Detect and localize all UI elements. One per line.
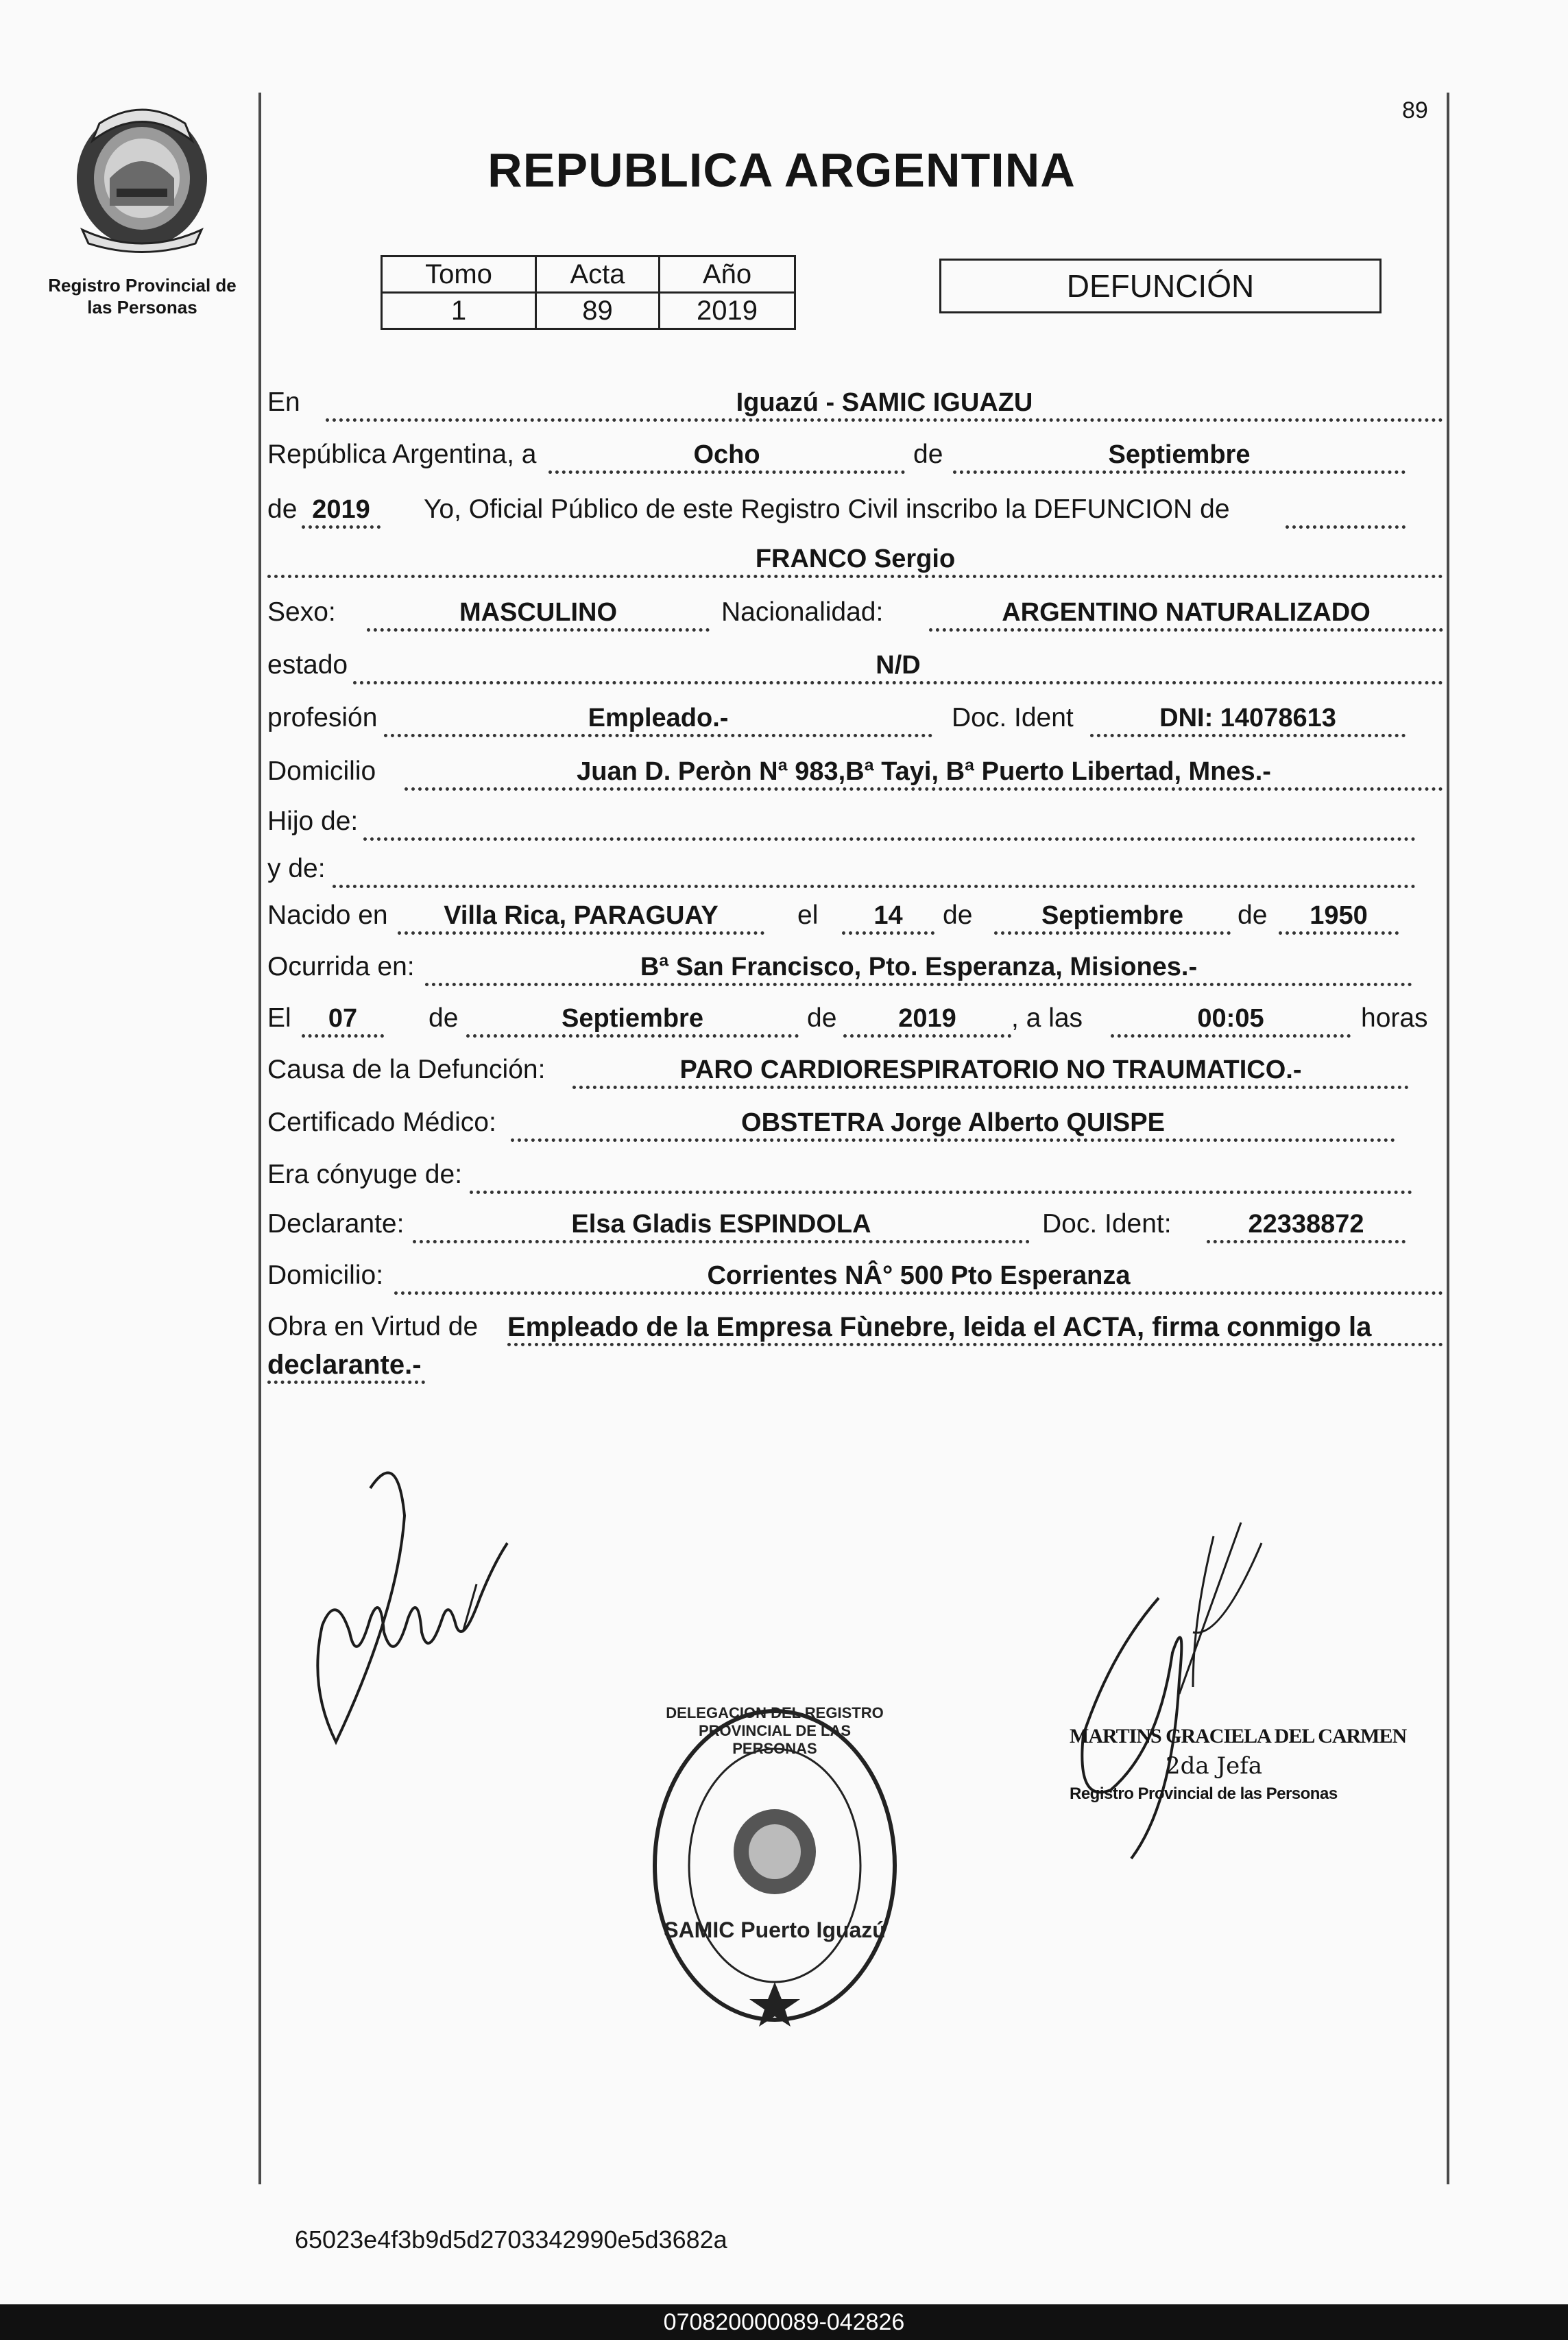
registry-stamp — [648, 1701, 902, 2030]
row-date — [267, 438, 1406, 472]
registry-office-name: Registro Provincial de las Personas — [48, 275, 237, 318]
row-death-date — [267, 1001, 1443, 1036]
row-cause — [267, 1053, 1409, 1087]
registry-table — [381, 255, 796, 330]
field-occurred-at: Bª San Francisco, Pto. Esperanza, Misiones.- — [425, 950, 1412, 986]
field-nationality: ARGENTINO NATURALIZADO — [929, 595, 1443, 632]
field-mother — [333, 852, 1416, 888]
left-margin-line — [258, 93, 261, 2184]
field-spouse — [470, 1158, 1412, 1194]
field-declarant-address: Corrientes NÂ° 500 Pto Esperanza — [394, 1258, 1443, 1295]
row-year-statement — [267, 492, 1406, 527]
field-sex: MASCULINO — [367, 595, 710, 632]
label-doc-ident-2: Doc. Ident: — [1042, 1209, 1172, 1239]
label-en: En — [267, 387, 300, 417]
document-hash: 65023e4f3b9d5d2703342990e5d3682a — [295, 2225, 727, 2254]
provincia-misiones-logo — [69, 103, 216, 257]
label-obra: Obra en Virtud de — [267, 1312, 479, 1341]
footer-code-bar: 070820000089-042826 — [0, 2304, 1568, 2340]
label-statement: Yo, Oficial Público de este Registro Civil inscribo la DEFUNCION de — [424, 494, 1230, 524]
label-domicilio: Domicilio — [267, 756, 376, 786]
field-birth-year: 1950 — [1279, 898, 1399, 935]
row-declarant-address — [267, 1258, 1443, 1293]
official-signature — [1056, 1516, 1412, 1872]
field-death-year: 2019 — [843, 1001, 1011, 1038]
field-statement-tail — [1286, 492, 1406, 529]
field-birth-month: Septiembre — [994, 898, 1231, 935]
label-de-5: de — [429, 1003, 459, 1033]
label-de-3: de — [943, 900, 973, 930]
label-domicilio-2: Domicilio: — [267, 1261, 384, 1290]
row-occurred — [267, 950, 1412, 984]
field-certificate: OBSTETRA Jorge Alberto QUISPE — [511, 1106, 1395, 1142]
document-title: REPUBLICA ARGENTINA — [487, 143, 1076, 197]
label-sex: Sexo: — [267, 597, 336, 627]
field-by-virtue-1: Empleado de la Empresa Fùnebre, leida el ACTA, firma conmigo la — [507, 1310, 1443, 1346]
label-nacido: Nacido en — [267, 900, 388, 930]
row-father — [267, 804, 1416, 839]
field-declarant: Elsa Gladis ESPINDOLA — [413, 1207, 1030, 1243]
field-death-time: 00:05 — [1111, 1001, 1351, 1038]
field-day-words: Ocho — [548, 438, 905, 474]
field-death-month: Septiembre — [466, 1001, 799, 1038]
label-conyuge: Era cónyuge de: — [267, 1160, 463, 1189]
label-alas: , a las — [1011, 1003, 1083, 1033]
field-civil-status: N/D — [353, 648, 1443, 684]
row-profession-doc — [267, 701, 1406, 735]
label-el-lower: el — [797, 900, 819, 930]
label-nationality: Nacionalidad: — [721, 597, 884, 627]
label-hijo: Hijo de: — [267, 807, 359, 836]
label-declarante: Declarante: — [267, 1209, 405, 1239]
tomo-value: 1 — [382, 293, 536, 329]
field-profession: Empleado.- — [384, 701, 932, 737]
label-de-6: de — [807, 1003, 837, 1033]
field-doc: DNI: 14078613 — [1090, 701, 1406, 737]
label-ocurrida: Ocurrida en: — [267, 952, 415, 981]
label-el: El — [267, 1003, 291, 1033]
field-declarant-doc: 22338872 — [1207, 1207, 1406, 1243]
row-place — [267, 385, 1443, 420]
tomo-header: Tomo — [382, 256, 536, 293]
label-profession: profesión — [267, 703, 378, 732]
official-role: 2da Jefa — [1166, 1752, 1263, 1780]
label-yde: y de: — [267, 854, 326, 883]
field-death-day: 07 — [302, 1001, 384, 1038]
label-horas: horas — [1361, 1003, 1428, 1033]
row-sex-nationality — [267, 595, 1443, 630]
anio-header: Año — [660, 256, 795, 293]
field-father — [363, 804, 1416, 841]
acta-header: Acta — [536, 256, 660, 293]
field-month: Septiembre — [953, 438, 1406, 474]
page-number: 89 — [1402, 97, 1428, 123]
row-certificate — [267, 1106, 1395, 1140]
row-spouse — [267, 1158, 1412, 1192]
acta-value: 89 — [536, 293, 660, 329]
row-declarant — [267, 1207, 1406, 1241]
field-birth-day: 14 — [842, 898, 934, 935]
label-de-1: de — [913, 440, 943, 469]
row-address — [267, 754, 1443, 789]
field-deceased-name: FRANCO Sergio — [267, 542, 1443, 578]
label-certificado: Certificado Médico: — [267, 1108, 496, 1137]
declarant-signature — [295, 1461, 528, 1756]
record-type-box: DEFUNCIÓN — [939, 259, 1382, 313]
stamp-inner-text: SAMIC Puerto Iguazú — [664, 1918, 886, 1942]
field-address: Juan D. Peròn Nª 983,Bª Tayi, Bª Puerto Libertad, Mnes.- — [405, 754, 1443, 791]
official-name: MARTINS GRACIELA DEL CARMEN — [1070, 1725, 1407, 1747]
label-estado: estado — [267, 650, 348, 680]
row-by-virtue — [267, 1310, 1443, 1344]
row-deceased — [267, 542, 1443, 576]
row-by-virtue-cont — [267, 1348, 432, 1382]
official-office: Registro Provincial de las Personas — [1070, 1784, 1338, 1803]
field-year: 2019 — [302, 492, 381, 529]
label-doc-ident: Doc. Ident — [952, 703, 1074, 732]
label-causa: Causa de la Defunción: — [267, 1055, 546, 1084]
field-birth-place: Villa Rica, PARAGUAY — [398, 898, 764, 935]
right-margin-line — [1447, 93, 1449, 2184]
row-mother — [267, 852, 1416, 886]
stamp-outer-text: DELEGACION DEL REGISTRO PROVINCIAL DE LAS PERSONAS — [666, 1704, 884, 1757]
row-birth — [267, 898, 1399, 933]
field-place: Iguazú - SAMIC IGUAZU — [326, 385, 1443, 422]
field-cause: PARO CARDIORESPIRATORIO NO TRAUMATICO.- — [572, 1053, 1409, 1089]
anio-value: 2019 — [660, 293, 795, 329]
row-civil-status — [267, 648, 1443, 682]
label-republica: República Argentina, a — [267, 440, 537, 469]
label-de-2: de — [267, 494, 298, 524]
label-de-4: de — [1238, 900, 1268, 930]
field-by-virtue-2: declarante.- — [267, 1348, 425, 1384]
